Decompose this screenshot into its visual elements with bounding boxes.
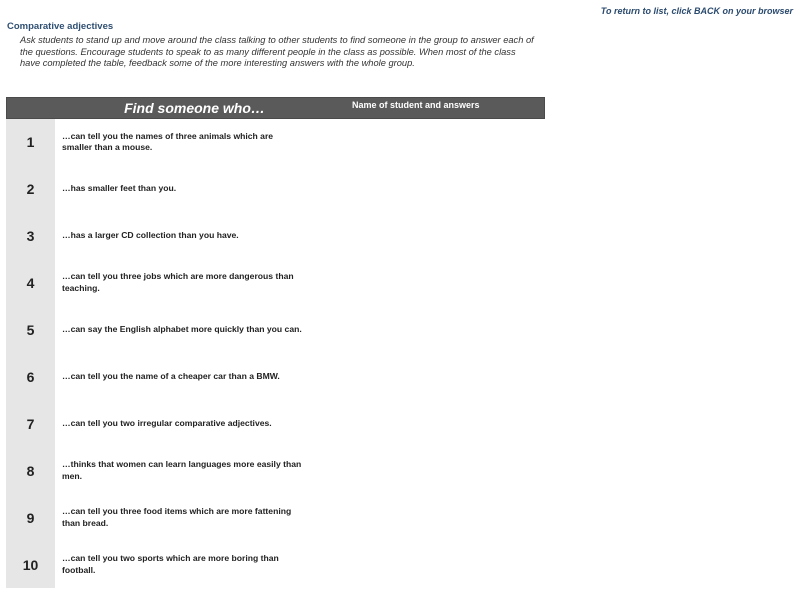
row-question: …can tell you two sports which are more boring than football. [62, 553, 279, 575]
table-row [6, 541, 545, 588]
row-question: …has a larger CD collection than you have. [62, 229, 239, 240]
table-header [6, 97, 545, 119]
row-answer-cell[interactable] [302, 306, 545, 353]
table-row [6, 353, 545, 400]
row-question: …can say the English alphabet more quickly than you can. [62, 323, 302, 334]
row-number: 7 [6, 400, 55, 447]
row-answer-cell[interactable] [302, 259, 545, 306]
row-question: …can tell you three food items which are more fattening than bread. [62, 506, 292, 528]
row-answer-cell[interactable] [302, 353, 545, 400]
table-row [6, 306, 545, 353]
row-number: 5 [6, 306, 55, 353]
row-number: 4 [6, 259, 55, 306]
row-answer-cell[interactable] [302, 447, 545, 494]
table-row [6, 119, 545, 165]
page-title: Comparative adjectives [7, 21, 114, 32]
row-question: …can tell you two irregular comparative adjectives. [62, 417, 272, 428]
row-number: 3 [6, 212, 55, 259]
row-question: …can tell you the name of a cheaper car than a BMW. [62, 370, 280, 381]
row-answer-cell[interactable] [302, 165, 545, 212]
row-number: 9 [6, 494, 55, 541]
row-answer-cell[interactable] [302, 541, 545, 588]
row-answer-cell[interactable] [302, 119, 545, 165]
row-question: …can tell you the names of three animals which are smaller than a mouse. [62, 130, 274, 152]
row-answer-cell[interactable] [302, 212, 545, 259]
header-find-someone: Find someone who… [124, 100, 265, 116]
row-question: …thinks that women can learn languages more easily than men. [62, 459, 302, 481]
row-number: 6 [6, 353, 55, 400]
row-question: …has smaller feet than you. [62, 182, 177, 193]
row-question: …can tell you three jobs which are more dangerous than teaching. [62, 271, 294, 293]
row-answer-cell[interactable] [302, 400, 545, 447]
row-answer-cell[interactable] [302, 494, 545, 541]
table-row [6, 447, 545, 494]
find-someone-table [6, 97, 545, 588]
row-number: 8 [6, 447, 55, 494]
row-number: 10 [6, 541, 55, 588]
row-number: 2 [6, 165, 55, 212]
table-row [6, 400, 545, 447]
intro-instructions: Ask students to stand up and move around the class talking to other students to find someone in the group to answer each of the questions. Encourage students to speak to as many different people in the class as possible. When most of the class have completed the table, feedback some of the more interesting answers with the whole group. [20, 35, 534, 68]
header-student-name: Name of student and answers [352, 99, 480, 110]
table-row [6, 259, 545, 306]
back-instruction: To return to list, click BACK on your browser [600, 6, 793, 16]
table-row [6, 212, 545, 259]
table-row [6, 494, 545, 541]
row-number: 1 [6, 119, 55, 165]
table-row [6, 165, 545, 212]
